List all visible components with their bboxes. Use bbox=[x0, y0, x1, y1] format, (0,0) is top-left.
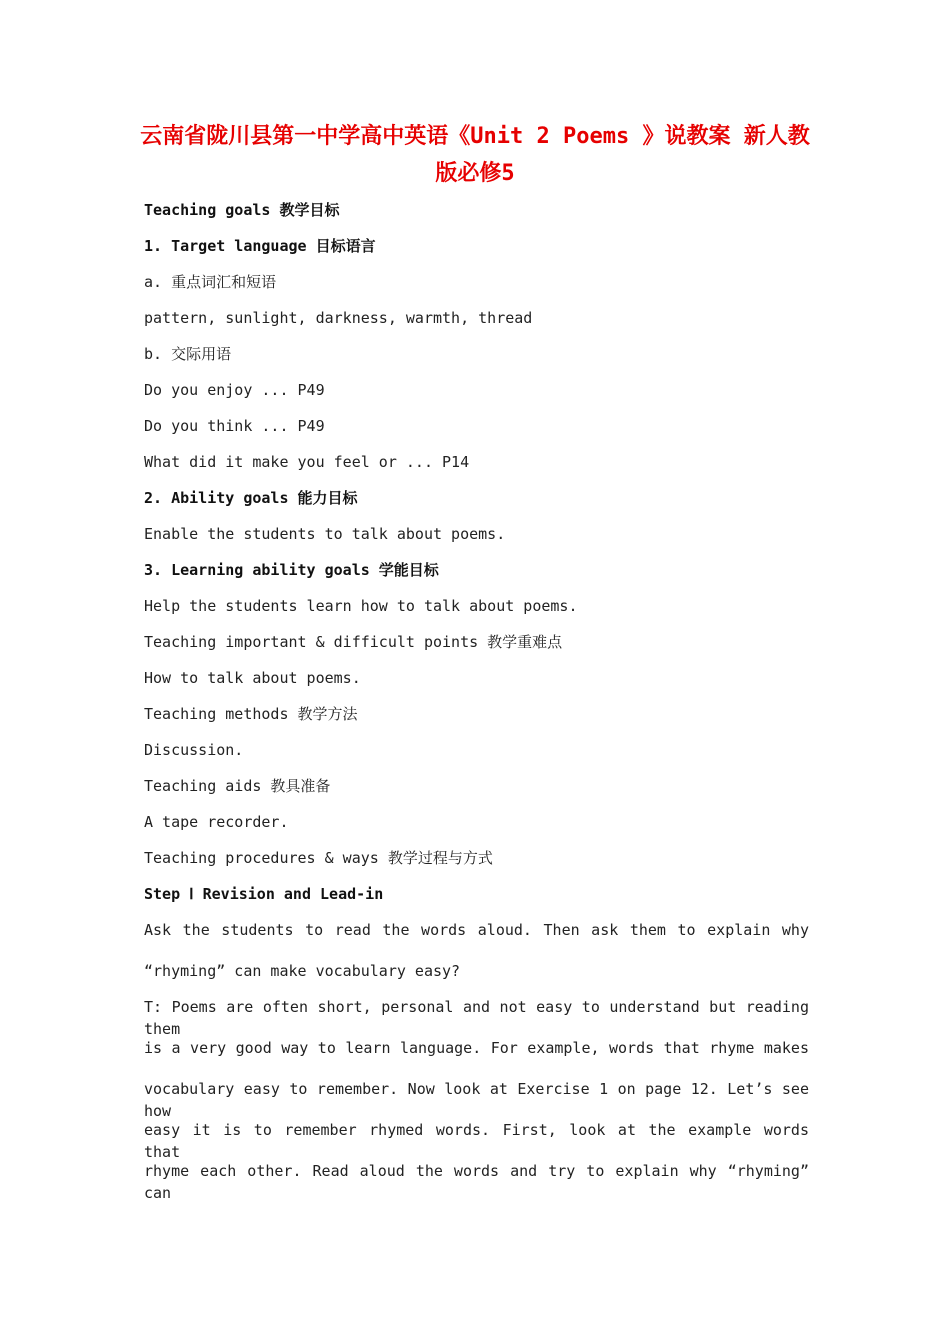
subheading-step-1: Step Ⅰ Revision and Lead-in bbox=[144, 885, 384, 903]
text-line: a. 重点词汇和短语 bbox=[144, 273, 277, 291]
subheading-target-language: 1. Target language 目标语言 bbox=[144, 237, 376, 255]
text-line: b. 交际用语 bbox=[144, 345, 232, 363]
text-line: Do you think ... P49 bbox=[144, 417, 325, 435]
text-line: Teaching methods 教学方法 bbox=[144, 705, 358, 723]
text-line: Teaching aids 教具准备 bbox=[144, 777, 331, 795]
text-line: How to talk about poems. bbox=[144, 669, 361, 687]
text-line: Teaching procedures & ways 教学过程与方式 bbox=[144, 849, 493, 867]
paragraph-line: vocabulary easy to remember. Now look at Exercise 1 on page 12. Let’s see how bbox=[144, 1080, 809, 1120]
text-line: pattern, sunlight, darkness, warmth, thread bbox=[144, 309, 533, 327]
text-line: A tape recorder. bbox=[144, 813, 289, 831]
subheading-ability-goals: 2. Ability goals 能力目标 bbox=[144, 489, 358, 507]
text-line: Do you enjoy ... P49 bbox=[144, 381, 325, 399]
paragraph-line: T: Poems are often short, personal and not easy to understand but reading them bbox=[144, 998, 809, 1038]
section-heading-teaching-goals: Teaching goals 教学目标 bbox=[144, 201, 340, 219]
text-line: What did it make you feel or ... P14 bbox=[144, 453, 470, 471]
document-title-line-1: 云南省陇川县第一中学高中英语《Unit 2 Poems 》说教案 新人教 bbox=[140, 124, 810, 149]
paragraph-line: “rhyming” can make vocabulary easy? bbox=[144, 962, 461, 980]
text-line: Enable the students to talk about poems. bbox=[144, 525, 506, 543]
paragraph-line: easy it is to remember rhymed words. First, look at the example words that bbox=[144, 1121, 809, 1161]
document-title-line-2: 版必修5 bbox=[435, 161, 515, 186]
paragraph-line: rhyme each other. Read aloud the words and try to explain why “rhyming” can bbox=[144, 1162, 809, 1202]
paragraph-line: Ask the students to read the words aloud. Then ask them to explain why bbox=[144, 921, 809, 939]
text-line: Help the students learn how to talk about poems. bbox=[144, 597, 578, 615]
text-line: Discussion. bbox=[144, 741, 244, 759]
paragraph-line: is a very good way to learn language. For example, words that rhyme makes bbox=[144, 1039, 809, 1057]
text-line: Teaching important & difficult points 教学重难点 bbox=[144, 633, 563, 651]
subheading-learning-ability-goals: 3. Learning ability goals 学能目标 bbox=[144, 561, 439, 579]
